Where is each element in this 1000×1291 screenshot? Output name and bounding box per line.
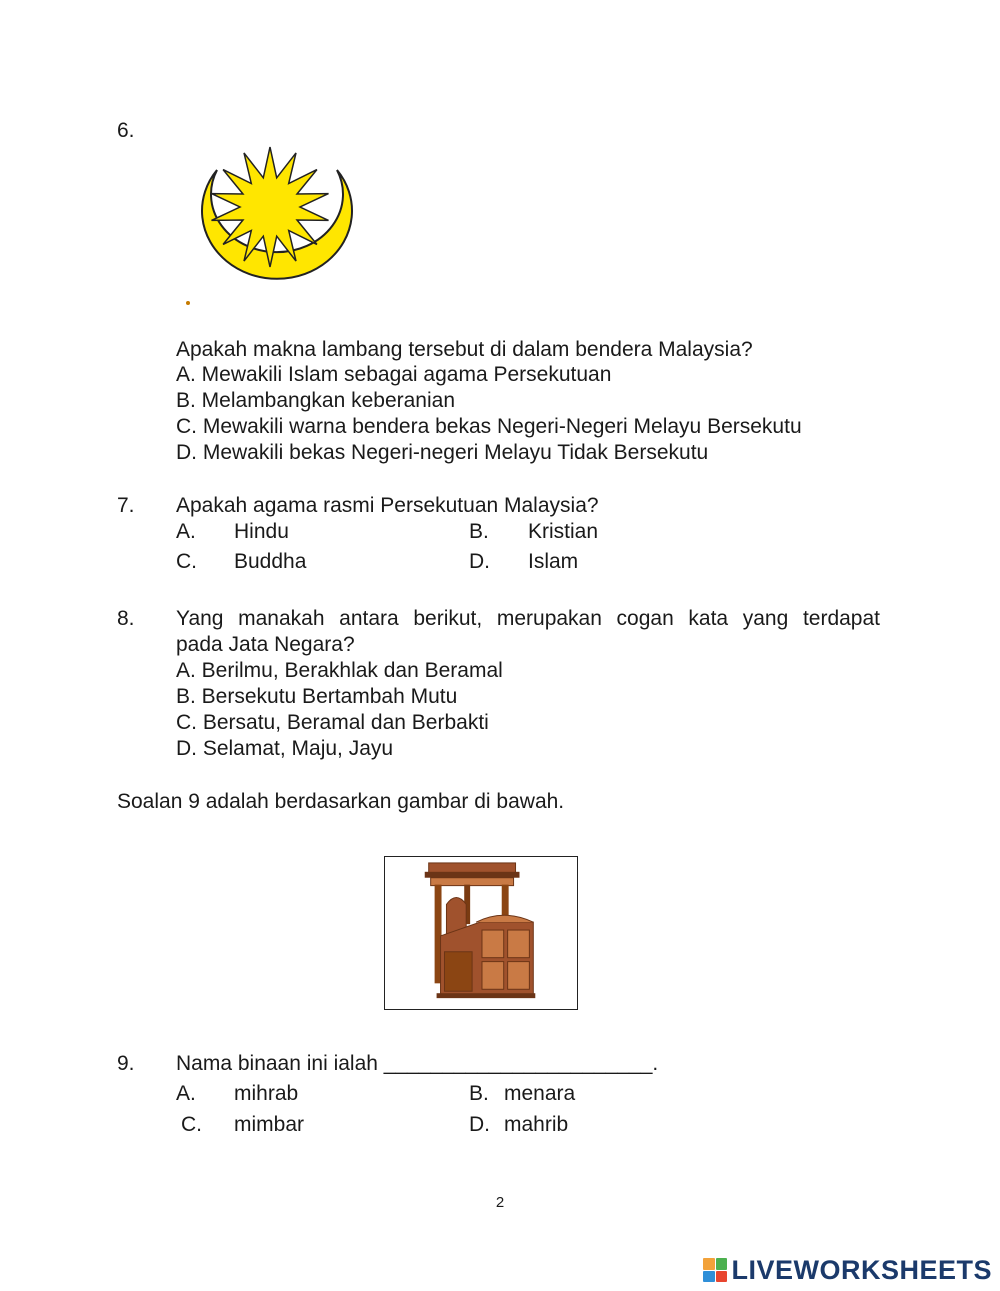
question-8-text-line2: pada Jata Negara? <box>176 633 355 656</box>
question-7-option-c[interactable]: Buddha <box>234 550 307 573</box>
question-8-option-d[interactable]: D. Selamat, Maju, Jayu <box>176 737 394 760</box>
question-6-option-a[interactable]: A. Mewakili Islam sebagai agama Persekutuan <box>176 363 612 386</box>
question-7-option-a[interactable]: Hindu <box>234 520 289 543</box>
liveworksheets-logo-icon <box>703 1258 727 1282</box>
question-9-option-a[interactable]: mihrab <box>234 1082 299 1105</box>
question-9-option-c-letter: C. <box>181 1113 202 1136</box>
question-7-option-d[interactable]: Islam <box>528 550 579 573</box>
question-7-option-a-letter: A. <box>176 520 196 543</box>
question-9-option-d-letter: D. <box>469 1113 490 1136</box>
mimbar-image <box>385 857 577 1009</box>
question-9-text: Nama binaan ini ialah _______________________. <box>176 1052 659 1075</box>
question-9-option-a-letter: A. <box>176 1082 196 1105</box>
question-6-number: 6. <box>117 119 135 142</box>
question-6-option-d[interactable]: D. Mewakili bekas Negeri-negeri Melayu Tidak Bersekutu <box>176 441 709 464</box>
question-7-option-c-letter: C. <box>176 550 197 573</box>
page-number: 2 <box>495 1194 505 1211</box>
question-7-option-d-letter: D. <box>469 550 490 573</box>
question-9-option-b-letter: B. <box>469 1082 489 1105</box>
question-9-option-c[interactable]: mimbar <box>234 1113 305 1136</box>
question-8-option-a[interactable]: A. Berilmu, Berakhlak dan Beramal <box>176 659 503 682</box>
brand-name: LIVEWORKSHEETS <box>731 1254 992 1285</box>
question-9-number: 9. <box>117 1052 135 1075</box>
question-8-option-c[interactable]: C. Bersatu, Beramal dan Berbakti <box>176 711 489 734</box>
question-9-option-d[interactable]: mahrib <box>504 1113 569 1136</box>
question-6-option-b[interactable]: B. Melambangkan keberanian <box>176 389 456 412</box>
question-6-option-c[interactable]: C. Mewakili warna bendera bekas Negeri-Negeri Melayu Bersekutu <box>176 415 802 438</box>
question-7-option-b-letter: B. <box>469 520 489 543</box>
mimbar-image-frame <box>384 856 578 1010</box>
question-9-intro: Soalan 9 adalah berdasarkan gambar di bawah. <box>117 790 565 813</box>
crescent-and-star-image <box>185 145 355 315</box>
question-7-text: Apakah agama rasmi Persekutuan Malaysia? <box>176 494 599 517</box>
liveworksheets-brand <box>703 1255 992 1285</box>
question-7-option-b[interactable]: Kristian <box>528 520 599 543</box>
question-8-number: 8. <box>117 607 135 630</box>
question-6-text: Apakah makna lambang tersebut di dalam bendera Malaysia? <box>176 338 753 361</box>
question-8-text-line1: Yang manakah antara berikut, merupakan cogan kata yang terdapat <box>176 607 880 630</box>
question-9-option-b[interactable]: menara <box>504 1082 576 1105</box>
question-8-option-b[interactable]: B. Bersekutu Bertambah Mutu <box>176 685 458 708</box>
question-7-number: 7. <box>117 494 135 517</box>
